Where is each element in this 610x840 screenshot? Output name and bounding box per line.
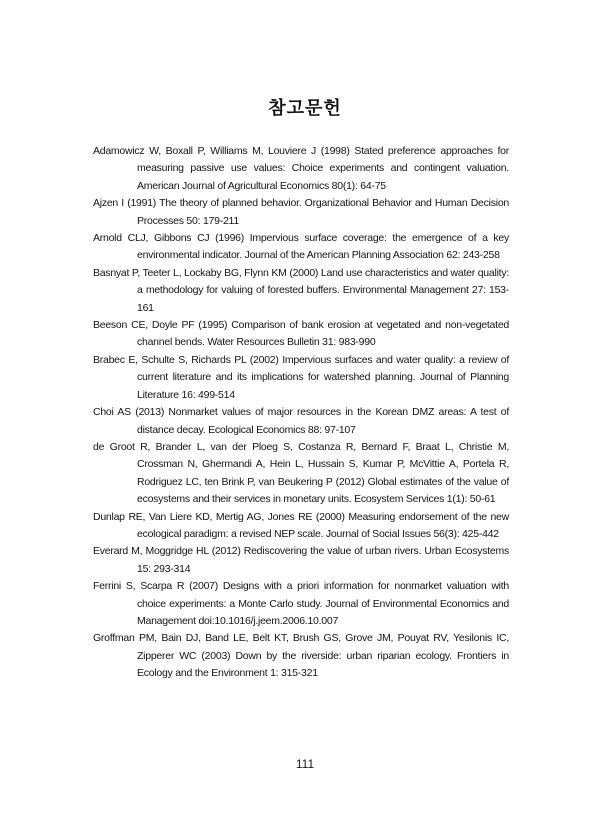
page-title: 참고문헌 [268, 98, 342, 118]
reference-entry: Everard M, Moggridge HL (2012) Rediscovering the value of urban rivers. Urban Ecosystems 15: 293-314 [93, 545, 509, 575]
reference-entry: Dunlap RE, Van Liere KD, Mertig AG, Jones RE (2000) Measuring endorsement of the new ecological paradigm: a revised NEP scale. Journal of Social Issues 56(3): 425-442 [93, 510, 509, 540]
reference-entry: Choi AS (2013) Nonmarket values of major resources in the Korean DMZ areas: A test of distance decay. Ecological Economics 88: 97-107 [93, 406, 509, 436]
page-number: 111 [295, 757, 315, 771]
reference-entry: de Groot R, Brander L, van der Ploeg S, Costanza R, Bernard F, Braat L, Christie M, Crossman N, Ghermandi A, Hein L, Hussain S, Kumar P, McVittie A, Portela R, Rodriguez LC, ten Brink P, van Beukering P (2012) Global estimates of the value of ecosystems and their services in monetary units. Ecosystem Services 1(1): 50-61 [93, 440, 509, 506]
reference-entry: Arnold CLJ, Gibbons CJ (1996) Impervious surface coverage: the emergence of a key environmental indicator. Journal of the American Planning Association 62: 243-258 [93, 232, 509, 262]
reference-entry: Brabec E, Schulte S, Richards PL (2002) Impervious surfaces and water quality: a review of current literature and its implications for watershed planning. Journal of Planning Literature 16: 499-514 [93, 353, 509, 401]
reference-entry: Adamowicz W, Boxall P, Williams M, Louviere J (1998) Stated preference approaches for measuring passive use values: Choice experiments and contingent valuation. American Journal of Agricultural Economics 80(1): 64-75 [93, 145, 509, 192]
reference-entry: Beeson CE, Doyle PF (1995) Comparison of bank erosion at vegetated and non-vegetated channel bends. Water Resources Bulletin 31: 983-990 [93, 319, 509, 349]
reference-list [93, 143, 509, 683]
reference-entry: Groffman PM, Bain DJ, Band LE, Belt KT, Brush GS, Grove JM, Pouyat RV, Yesilonis IC, Zipperer WC (2003) Down by the riverside: urban riparian ecology. Frontiers in Ecology and the Environment 1: 315-321 [93, 632, 509, 680]
reference-entry: Ferrini S, Scarpa R (2007) Designs with a priori information for nonmarket valuation with choice experiments: a Monte Carlo study. Journal of Environmental Economics and Management doi:10.1016/j.jeem.2006.10.007 [93, 580, 509, 627]
reference-entry: Ajzen I (1991) The theory of planned behavior. Organizational Behavior and Human Decision Processes 50: 179-211 [93, 197, 509, 227]
reference-entry: Basnyat P, Teeter L, Lockaby BG, Flynn KM (2000) Land use characteristics and water quality: a methodology for valuing of forested buffers. Environmental Management 27: 153-161 [93, 266, 509, 314]
